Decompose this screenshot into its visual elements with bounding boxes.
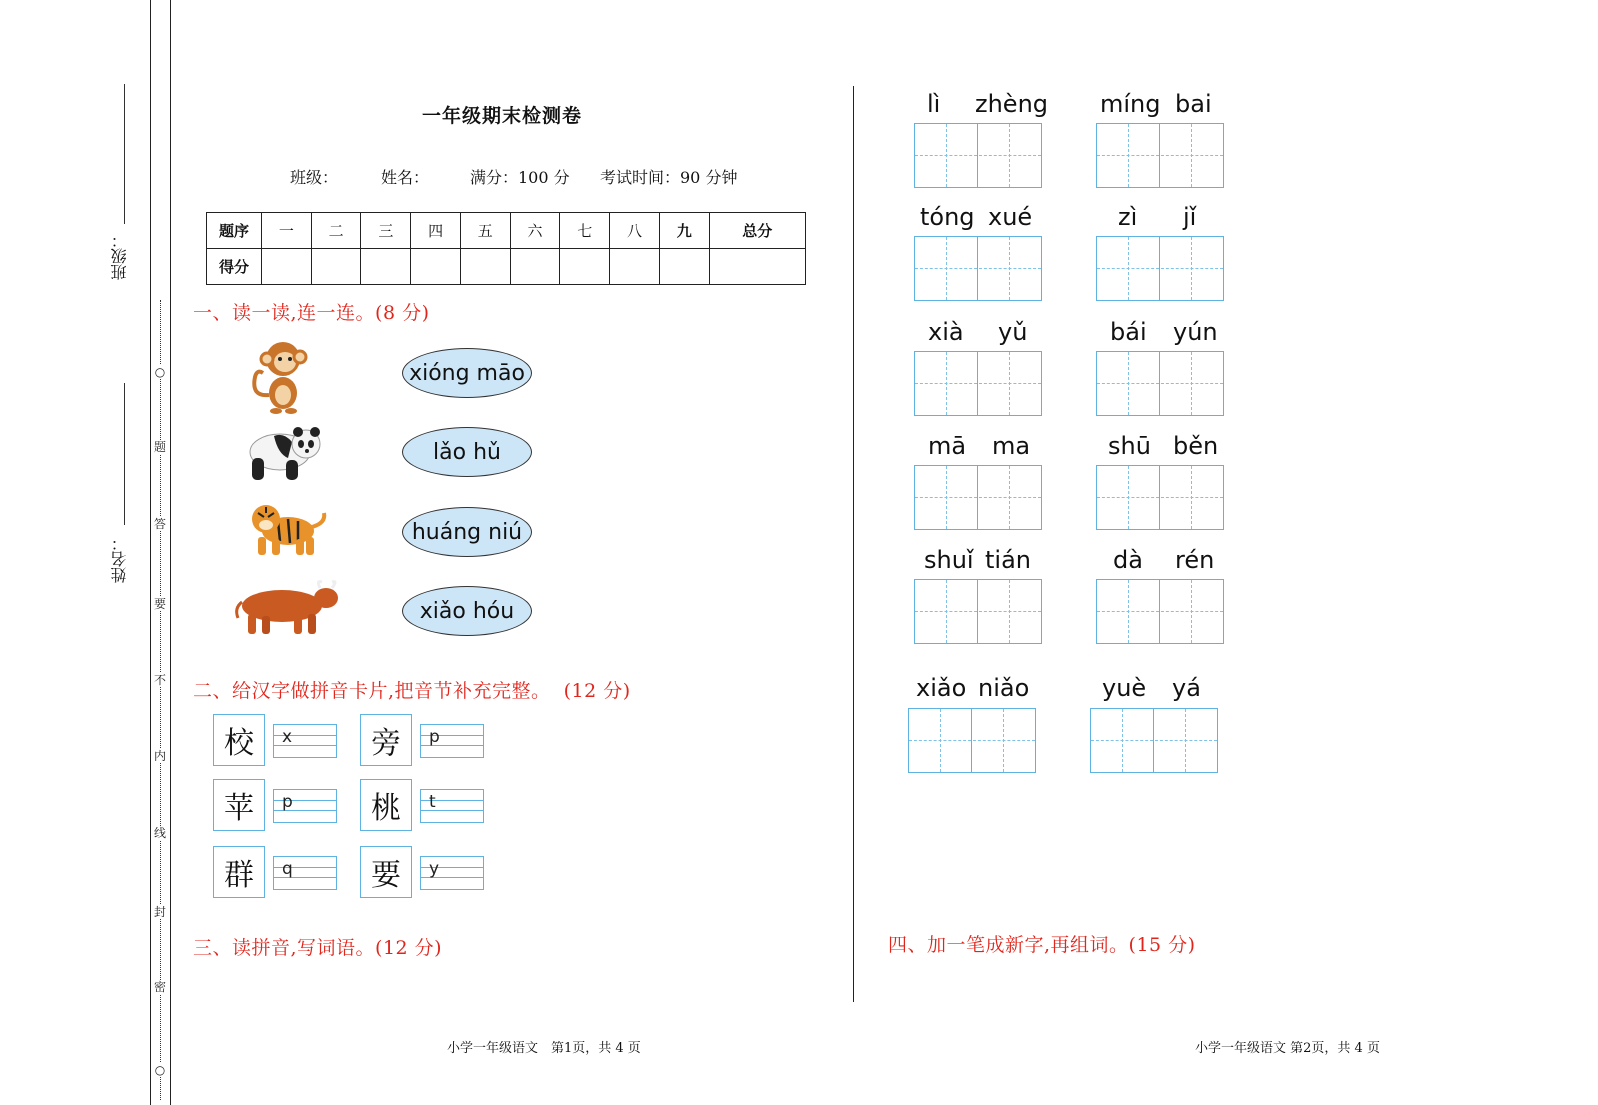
word-pinyin: xué	[988, 203, 1033, 231]
pinyin-card[interactable]	[420, 789, 484, 823]
score-table	[206, 212, 806, 285]
word-pinyin: yuè	[1102, 674, 1147, 702]
score-header-cell: 三	[361, 213, 411, 249]
seal-char-mi: 密	[153, 980, 166, 994]
word-pinyin: tóng	[920, 203, 975, 231]
score-cell[interactable]	[311, 249, 361, 285]
char-box: 旁	[360, 714, 412, 766]
seal-char-feng: 封	[153, 905, 166, 919]
word-pinyin: dà	[1113, 546, 1143, 574]
score-cell[interactable]	[560, 249, 610, 285]
writing-grid[interactable]	[914, 236, 1042, 301]
score-cell[interactable]	[411, 249, 461, 285]
writing-grid[interactable]	[1096, 351, 1224, 416]
info-class: 班级：	[290, 168, 339, 187]
pinyin-initial: y	[429, 859, 440, 879]
score-header-cell: 五	[460, 213, 510, 249]
section-4-title: 四、加一笔成新字,再组词。(15 分)	[888, 934, 1196, 956]
pinyin-card[interactable]	[420, 724, 484, 758]
word-pinyin: běn	[1173, 432, 1219, 460]
ox-image	[232, 578, 342, 638]
pinyin-initial: q	[282, 859, 293, 879]
match-option-1[interactable]: xióng māo	[402, 348, 532, 398]
binding-name-line	[124, 383, 125, 525]
seal-char-yao: 要	[153, 597, 166, 611]
writing-grid[interactable]	[1096, 465, 1224, 530]
word-pinyin: zì	[1118, 203, 1138, 231]
seal-char-ti: 题	[153, 440, 166, 454]
word-pinyin: xiǎo	[916, 674, 967, 702]
match-option-4[interactable]: xiǎo hóu	[402, 586, 532, 636]
info-name: 姓名：	[381, 168, 430, 187]
word-pinyin: bái	[1110, 318, 1147, 346]
score-cell[interactable]	[460, 249, 510, 285]
footer-right: 小学一年级语文 第2页，共 4 页	[1195, 1041, 1380, 1056]
seal-char-bu: 不	[153, 673, 166, 687]
seal-char-nei: 内	[153, 749, 166, 763]
writing-grid[interactable]	[1096, 123, 1224, 188]
binding-class-line	[124, 84, 125, 224]
pinyin-card[interactable]	[273, 789, 337, 823]
writing-grid[interactable]	[1090, 708, 1218, 773]
writing-grid[interactable]	[914, 579, 1042, 644]
score-cell[interactable]	[510, 249, 560, 285]
char-box: 桃	[360, 779, 412, 831]
char-box: 校	[213, 714, 265, 766]
writing-grid[interactable]	[908, 708, 1036, 773]
binding-class-label: 班级：	[110, 232, 129, 280]
char-box: 群	[213, 846, 265, 898]
score-header-cell: 七	[560, 213, 610, 249]
score-cell[interactable]	[659, 249, 709, 285]
info-time: 考试时间：90 分钟	[600, 168, 738, 187]
score-cell[interactable]	[262, 249, 312, 285]
match-option-2[interactable]: lǎo hǔ	[402, 427, 532, 477]
footer-left: 小学一年级语文 第1页，共 4 页	[447, 1041, 641, 1056]
writing-grid[interactable]	[1096, 579, 1224, 644]
score-cell[interactable]	[610, 249, 660, 285]
pinyin-card[interactable]	[273, 856, 337, 890]
word-pinyin: ma	[992, 432, 1031, 460]
match-option-3[interactable]: huáng niú	[402, 507, 532, 557]
score-row-label: 得分	[207, 249, 262, 285]
word-pinyin: lì	[927, 90, 941, 118]
pinyin-initial: p	[282, 792, 293, 812]
score-header-cell: 题序	[207, 213, 262, 249]
score-cell[interactable]	[709, 249, 805, 285]
word-pinyin: yá	[1172, 674, 1201, 702]
word-pinyin: shuǐ	[924, 546, 974, 574]
writing-grid[interactable]	[914, 351, 1042, 416]
word-pinyin: yǔ	[998, 318, 1028, 346]
char-box: 苹	[213, 779, 265, 831]
score-header-cell: 一	[262, 213, 312, 249]
word-pinyin: zhèng	[975, 90, 1049, 118]
seal-circle-bottom: ○	[154, 1063, 166, 1077]
writing-grid[interactable]	[1096, 236, 1224, 301]
section-1-title: 一、读一读,连一连。(8 分)	[193, 302, 430, 324]
char-box: 要	[360, 846, 412, 898]
exam-title: 一年级期末检测卷	[422, 105, 583, 127]
pinyin-initial: p	[429, 727, 440, 747]
section-3-title: 三、读拼音,写词语。(12 分)	[193, 937, 443, 959]
score-header-cell: 总分	[709, 213, 805, 249]
word-pinyin: rén	[1175, 546, 1215, 574]
tiger-image	[248, 493, 330, 565]
score-table-value-row	[207, 249, 806, 285]
section-2-title: 二、给汉字做拼音卡片,把音节补充完整。 (12 分)	[193, 680, 631, 702]
score-header-cell: 八	[610, 213, 660, 249]
pinyin-initial: t	[429, 792, 436, 812]
writing-grid[interactable]	[914, 465, 1042, 530]
word-pinyin: jǐ	[1183, 203, 1197, 231]
score-table-header-row	[207, 213, 806, 249]
score-header-cell: 二	[311, 213, 361, 249]
panda-image	[244, 414, 326, 486]
info-full-score: 满分：100 分	[470, 168, 570, 187]
score-header-cell: 九	[659, 213, 709, 249]
word-pinyin: bai	[1175, 90, 1212, 118]
seal-char-xian: 线	[153, 826, 166, 840]
word-pinyin: yún	[1173, 318, 1218, 346]
seal-char-da: 答	[153, 517, 166, 531]
pinyin-card[interactable]	[273, 724, 337, 758]
word-pinyin: tián	[985, 546, 1031, 574]
score-header-cell: 六	[510, 213, 560, 249]
writing-grid[interactable]	[914, 123, 1042, 188]
score-header-cell: 四	[411, 213, 461, 249]
pinyin-initial: x	[282, 727, 293, 747]
binding-name-label: 姓名：	[110, 535, 129, 583]
seal-circle-top: ○	[154, 365, 166, 379]
word-pinyin: mā	[928, 432, 967, 460]
pinyin-card[interactable]	[420, 856, 484, 890]
word-pinyin: míng	[1100, 90, 1161, 118]
word-pinyin: shū	[1108, 432, 1151, 460]
monkey-image	[245, 335, 315, 415]
score-cell[interactable]	[361, 249, 411, 285]
word-pinyin: xià	[928, 318, 964, 346]
word-pinyin: niǎo	[978, 674, 1030, 702]
page-divider	[853, 86, 854, 1002]
